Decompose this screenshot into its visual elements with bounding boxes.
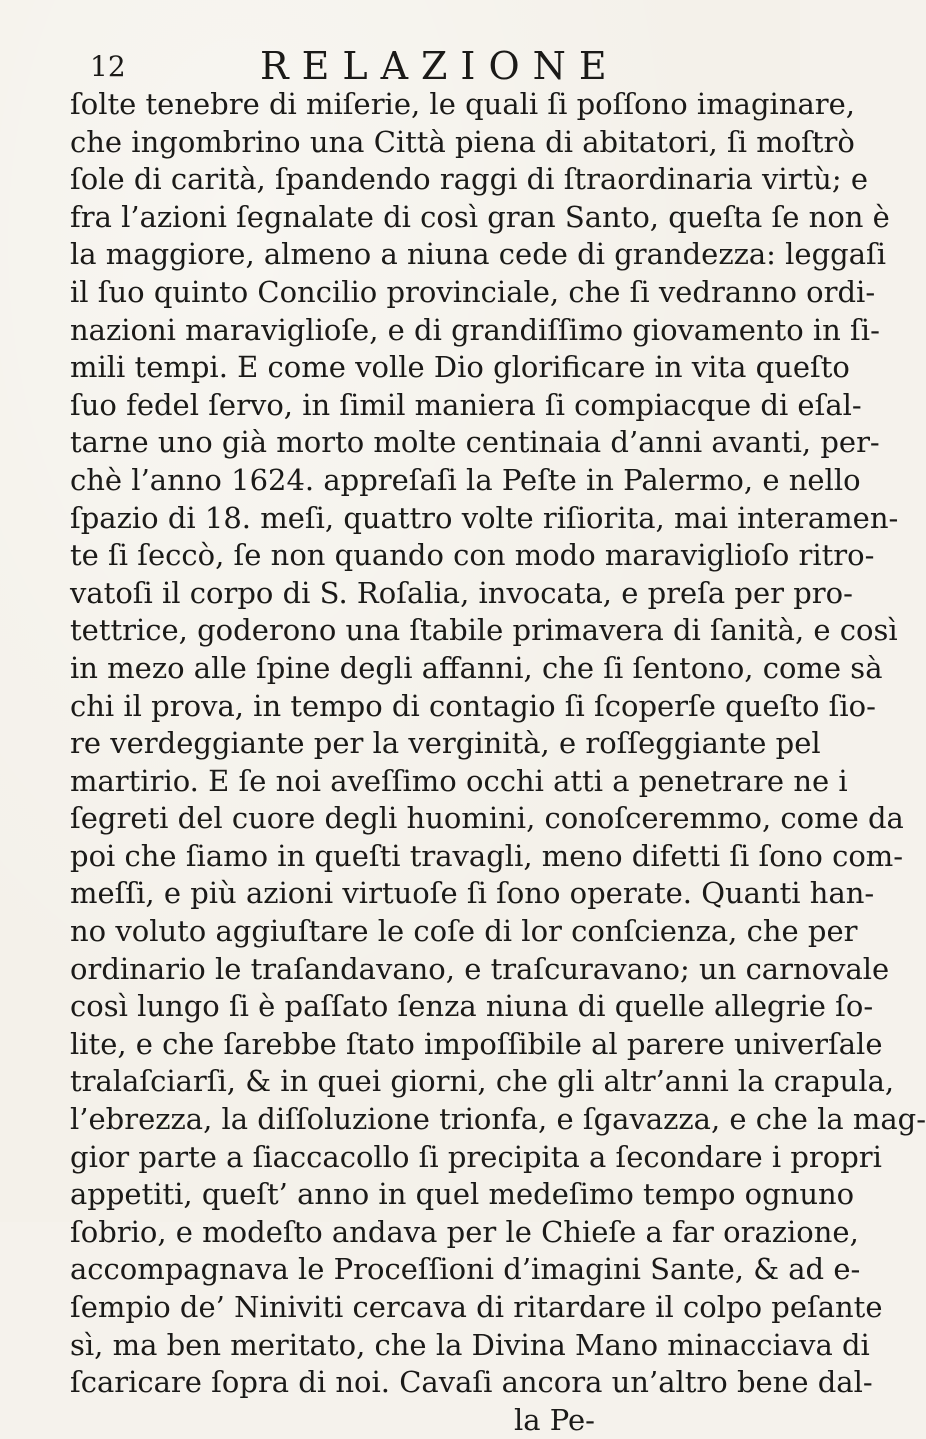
page-number: 12 xyxy=(90,50,126,83)
text-line: lite, e che ſarebbe ſtato impoſſibile al parere univerſale xyxy=(70,1026,883,1061)
text-line: nazioni maraviglioſe, e di grandiſſimo giovamento in ſi- xyxy=(70,312,880,347)
text-line: ordinario le traſandavano, e traſcuravano; un carnovale xyxy=(70,951,890,986)
text-line: vatoſi il corpo di S. Roſalia, invocata, e preſa per pro- xyxy=(70,575,853,610)
text-line: in mezo alle ſpine degli affanni, che ſi ſentono, come sà xyxy=(70,650,883,685)
text-line: fra l’azioni ſegnalate di così gran Santo, queſta ſe non è xyxy=(70,199,890,234)
text-line: tettrice, goderono una ſtabile primavera di ſanità, e così xyxy=(70,613,898,648)
text-line: la maggiore, almeno a niuna cede di grandezza: leggaſi xyxy=(70,237,887,272)
text-line: l’ebrezza, la diſſoluzione trionfa, e ſgavazza, e che la mag- xyxy=(70,1102,926,1137)
text-line: che ingombrino una Città piena di abitatori, ſi moſtrò xyxy=(70,124,855,159)
text-line: sì, ma ben meritato, che la Divina Mano minacciava di xyxy=(70,1327,870,1362)
page-header xyxy=(60,42,680,86)
text-line: meſſi, e più azioni virtuoſe ſi ſono operate. Quanti han- xyxy=(70,876,875,911)
text-line: tarne uno già morto molte centinaia d’anni avanti, per- xyxy=(70,425,880,460)
text-line: mili tempi. E come volle Dio glorificare in vita queſto xyxy=(70,350,850,385)
text-line: così lungo ſi è paſſato ſenza niuna di quelle allegrie ſo- xyxy=(70,989,874,1024)
text-line: ſuo fedel ſervo, in ſimil maniera ſi compiacque di eſal- xyxy=(70,387,862,422)
text-line: ſobrio, e modeſto andava per le Chieſe a far orazione, xyxy=(70,1214,859,1249)
text-line: la Pe- xyxy=(514,1402,595,1437)
text-line: gior parte a ſiaccacollo ſi precipita a ſecondare i propri xyxy=(70,1139,882,1174)
text-line: martirio. E ſe noi aveſſimo occhi atti a penetrare ne i xyxy=(70,763,848,798)
body-text xyxy=(70,86,926,1439)
text-line: ſempio de’ Niniviti cercava di ritardare il colpo peſante xyxy=(70,1290,883,1324)
running-title: RELAZIONE xyxy=(260,44,620,88)
text-line: ſegreti del cuore degli huomini, conoſceremmo, come da xyxy=(70,801,904,836)
text-line: chè l’anno 1624. appreſaſi la Peſte in Palermo, e nello xyxy=(70,462,861,497)
text-line: poi che ſiamo in queſti travagli, meno difetti ſi ſono com- xyxy=(70,838,904,873)
text-line: ſolte tenebre di miſerie, le quali ſi poſſono imaginare, xyxy=(70,87,856,121)
text-line: appetiti, queſt’ anno in quel medeſimo tempo ognuno xyxy=(70,1177,855,1212)
text-line: il ſuo quinto Concilio provinciale, che ſi vedranno ordi- xyxy=(70,274,876,309)
text-line: ſole di carità, ſpandendo raggi di ſtraordinaria virtù; e xyxy=(70,162,869,197)
text-line: no voluto aggiuſtare le coſe di lor conſcienza, che per xyxy=(70,914,858,949)
text-line: ſcaricare ſopra di noi. Cavaſi ancora un’altro bene dal- xyxy=(70,1365,873,1400)
text-line: chi il prova, in tempo di contagio ſi ſcoperſe queſto ſio- xyxy=(70,688,876,723)
text-line: te ſi ſeccò, ſe non quando con modo maraviglioſo ritro- xyxy=(70,538,875,573)
text-line: accompagnava le Proceſſioni d’imagini Sante, & ad e- xyxy=(70,1252,861,1287)
text-line: ſpazio di 18. meſi, quattro volte riſiorita, mai interamen- xyxy=(70,500,899,535)
text-line: re verdeggiante per la verginità, e roſſeggiante pel xyxy=(70,726,821,761)
text-line: tralaſciarſi, & in quei giorni, che gli altr’anni la crapula, xyxy=(70,1064,895,1099)
